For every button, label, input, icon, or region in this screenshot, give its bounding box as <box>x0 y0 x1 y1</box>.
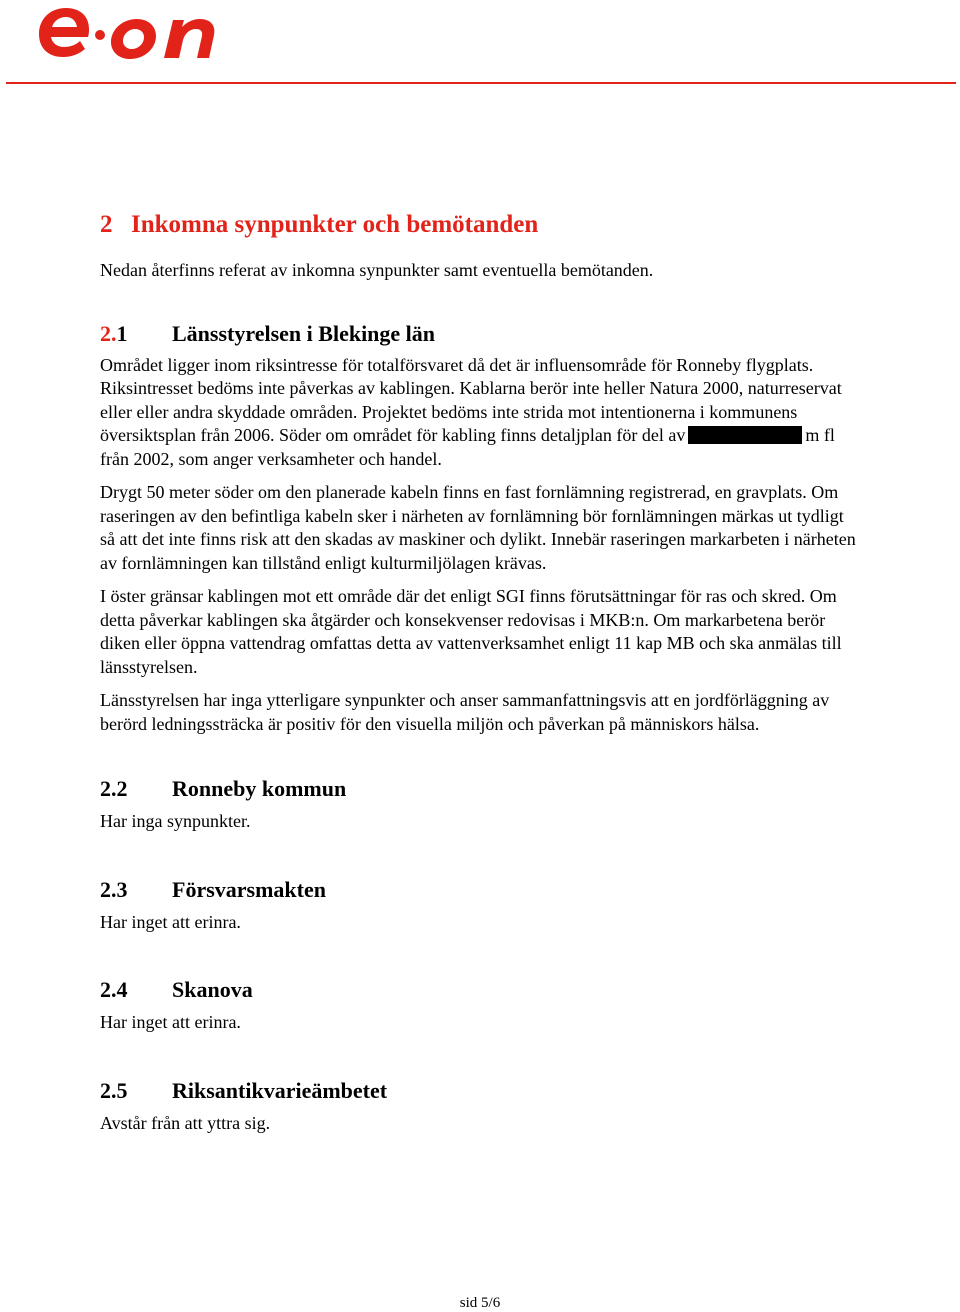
section-2-2-heading <box>100 774 860 804</box>
header-rule <box>6 82 956 84</box>
section-2-5-text: Avstår från att yttra sig. <box>100 1112 271 1133</box>
redaction-block <box>688 426 802 444</box>
section-2-4-number: 2.4 <box>100 977 128 1002</box>
section-2-5-heading <box>100 1076 860 1106</box>
section-2-1-paragraph-3: I öster gränsar kablingen mot ett område där det enligt SGI finns förutsättningar för ras och skred. Om detta påverkar kablingen ska åtgärder och konsekvenser redovisas i MKB:n. Om markarbetena berör diken eller öppna vattendrag omfattas detta av vattenverksamhet enligt 11 kap MB och ska anmälas till länsstyrelsen. <box>100 586 842 677</box>
section-2-3-number: 2.3 <box>100 876 128 902</box>
section-2-4-text: Har inget att erinra. <box>100 1012 241 1032</box>
section-2-heading <box>100 208 860 242</box>
section-2-1-paragraph-4: Länsstyrelsen har inga ytterligare synpunkter och anser sammanfattningsvis att en jordförläggning av berörd ledningssträcka är positiv för den visuella miljön och påverkan på människors hälsa. <box>100 690 830 734</box>
section-2-1-title: Länsstyrelsen i Blekinge län <box>172 320 436 346</box>
section-2-1-paragraph-2: Drygt 50 meter söder om den planerade kabeln finns en fast fornlämning registrerad, en gravplats. Om raseringen av den befintliga kabeln sker i närheten av fornlämning bör fornlämningen märkas ut tydligt så att det inte finns risk att den skadas av maskiner och dylikt. Innebär raseringen markarbeten i närheten av fornlämningen kan tillstånd enligt kulturmiljölagen krävas. <box>100 482 856 573</box>
section-2-intro: Nedan återfinns referat av inkomna synpunkter samt eventuella bemötanden. <box>100 260 654 280</box>
page-number: sid 5/6 <box>459 1295 501 1311</box>
eon-logo <box>36 2 226 62</box>
section-2-title: Inkomna synpunkter och bemötanden <box>131 211 539 238</box>
section-2-3-title: Försvarsmakten <box>172 876 326 902</box>
section-2-2-text: Har inga synpunkter. <box>100 811 251 831</box>
section-2-2-number: 2.2 <box>100 776 128 801</box>
section-2-1-paragraph-1 <box>100 354 860 472</box>
section-2-3-heading <box>100 875 860 905</box>
document-body <box>100 208 860 1135</box>
section-2-5-number: 2.5 <box>100 1077 128 1103</box>
section-2-1-p1-after: m fl från 2002, som anger verksamheter och handel. <box>100 425 835 469</box>
section-2-4-heading <box>100 975 860 1005</box>
section-2-1-number <box>100 319 172 349</box>
section-2-5-title: Riksantikvarieämbetet <box>172 1077 388 1103</box>
section-2-1-heading <box>100 319 860 349</box>
page-header <box>0 0 960 86</box>
section-2-1-number-a: 2. <box>100 320 117 346</box>
section-2-4-title: Skanova <box>172 977 253 1002</box>
section-2-3-text: Har inget att erinra. <box>100 911 241 932</box>
section-2-1-p1-before: Området ligger inom riksintresse för totalförsvaret då det är influensområde för Ronneby flygplats. Riksintresset bedöms inte påverkas av kablingen. Kablarna berör inte heller Natura 2000, naturreservat eller eller andra skyddade områden. Projektet bedöms inte strida mot intentionerna i kommunens översiktsplan från 2006. Söder om området för kabling finns detaljplan för del av <box>100 354 842 445</box>
section-2-number: 2 <box>100 211 113 238</box>
section-2-2-title: Ronneby kommun <box>172 776 347 801</box>
section-2-1-number-b: 1 <box>116 320 128 346</box>
